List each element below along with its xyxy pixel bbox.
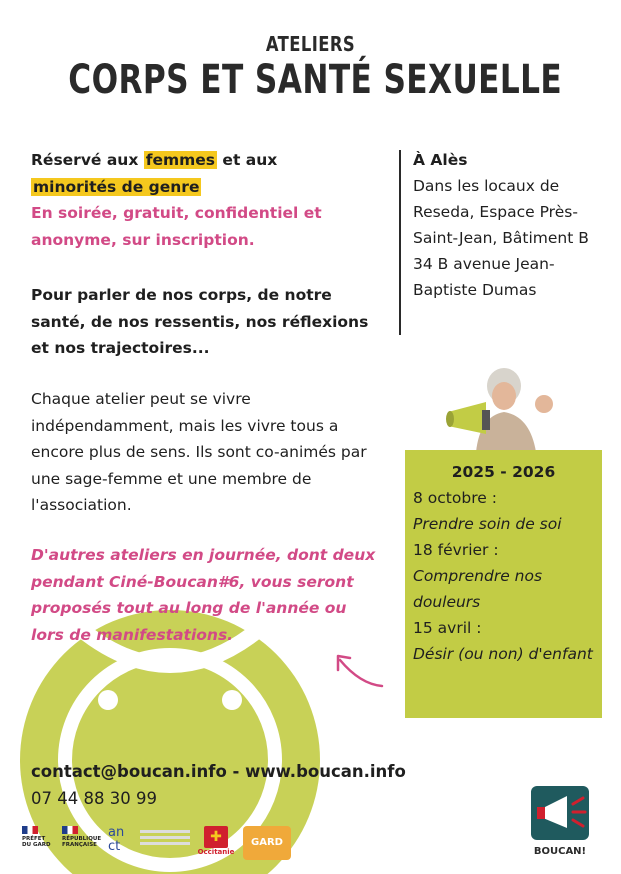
other-workshops-paragraph: D'autres ateliers en journée, dont deux pendant Ciné-Boucan#6, vous seront proposés tout au long de l'année ou lors de manifestations. [31,546,376,644]
occitanie-logo: ✚ Occitanie [194,826,238,862]
event-conditions: En soirée, gratuit, confidentiel et anonyme, sur inscription. [31,204,322,249]
highlight-gender-minorities: minorités de genre [33,177,200,196]
boucan-logo: BOUCAN! [520,782,600,864]
curved-arrow-icon [330,648,390,692]
session-date: 18 février : [413,541,499,559]
contact-phone[interactable]: 07 44 88 30 99 [31,789,157,808]
highlight-women: femmes [145,151,216,169]
contact-email-web[interactable]: contact@boucan.info - www.boucan.info [31,762,406,781]
megaphone-icon [527,782,593,844]
page-kicker: ATELIERS [265,32,356,56]
intro-text: et aux [217,151,278,169]
description-paragraph: Chaque atelier peut se vivre indépendamment, mais les vivre tous a encore plus de sens. Ils sont co-animés par une sage-femme et une membre de l'association. [31,390,367,514]
intro-paragraph [31,147,376,253]
page-title: CORPS ET SANTÉ SEXUELLE [68,57,563,103]
intro-text: Réservé aux [31,151,144,169]
session-title: Comprendre nos douleurs [413,567,543,611]
schedule-year: 2025 - 2026 [451,463,556,481]
session-title: Désir (ou non) d'enfant [413,645,593,663]
session-date: 8 octobre : [413,489,497,507]
purpose-paragraph: Pour parler de nos corps, de notre santé, de nos ressentis, nos réflexions et nos trajectoires... [31,286,369,357]
prefet-gard-logo: PRÉFET DU GARD [22,826,56,862]
woman-megaphone-photo [446,366,566,452]
gard-logo: GARD [243,826,291,860]
location-details: Dans les locaux de Reseda, Espace Près-Saint-Jean, Bâtiment B 34 B avenue Jean-Baptiste Dumas [413,177,589,299]
schedule-box [405,450,602,718]
location-block [413,147,613,303]
location-divider [399,150,401,335]
session-date: 15 avril : [413,619,482,637]
location-city: À Alès [413,151,468,169]
session-title: Prendre soin de soi [413,515,562,533]
republique-francaise-logo: RÉPUBLIQUE FRANÇAISE [62,826,102,862]
anct-logo: an ct [108,825,125,854]
contact-block [31,758,406,812]
agency-text-logo [140,826,190,862]
